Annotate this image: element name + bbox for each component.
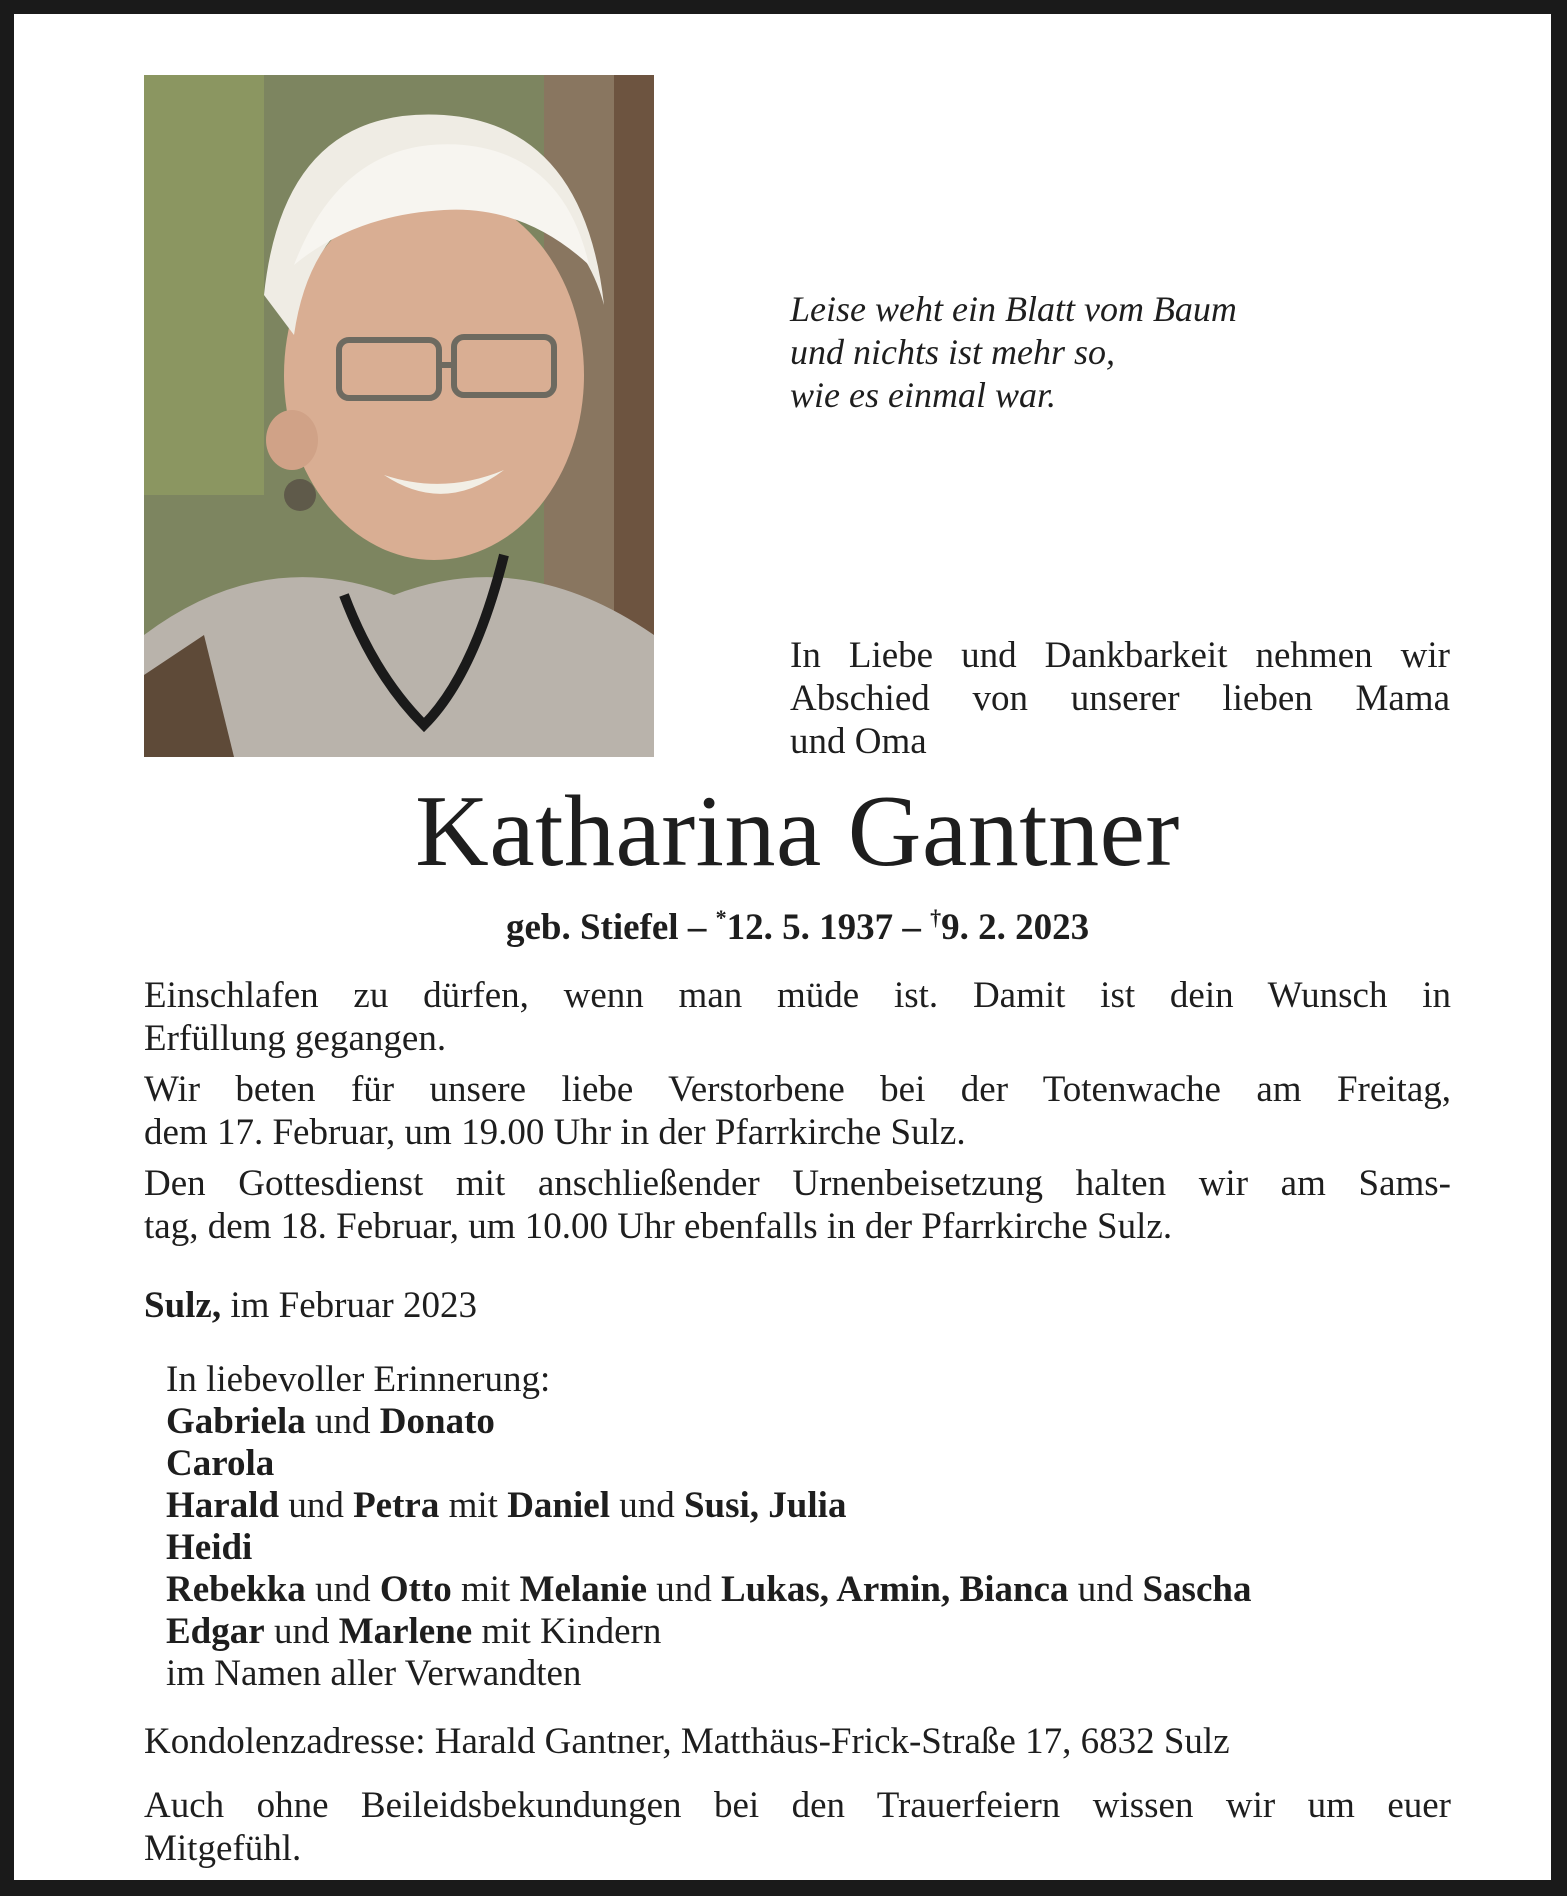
connector: und — [305, 1401, 380, 1442]
life-dates — [14, 896, 1567, 950]
family-row — [166, 1569, 1251, 1611]
family-name: Petra — [353, 1485, 440, 1526]
paragraph-service — [144, 1162, 1451, 1248]
family-name: Lukas, Armin, Bianca — [721, 1569, 1069, 1610]
connector: und — [647, 1569, 721, 1610]
connector: mit Kindern — [472, 1611, 662, 1652]
poem-line: wie es einmal war. — [790, 375, 1056, 415]
poem-line: und nichts ist mehr so, — [790, 332, 1116, 372]
connector: und — [609, 1485, 684, 1526]
closing-line: Auch ohne Beileidsbekundungen bei den Trauerfeiern wissen wir um euer — [144, 1785, 1451, 1826]
family-row — [166, 1443, 1251, 1485]
family-row — [166, 1401, 1251, 1443]
death-date: 9. 2. 2023 — [941, 907, 1090, 948]
maiden-name: geb. Stiefel — [505, 907, 679, 948]
place-month: im Februar 2023 — [221, 1285, 477, 1326]
body-line: dem 17. Februar, um 19.00 Uhr in der Pfarrkirche Sulz. — [144, 1112, 966, 1153]
place-date — [144, 1284, 477, 1327]
intro-line: In Liebe und Dankbarkeit nehmen wir — [790, 635, 1450, 676]
family-heading: In liebevoller Erinnerung: — [166, 1359, 551, 1400]
body-line: Einschlafen zu dürfen, wenn man müde ist. Damit ist dein Wunsch in — [144, 975, 1451, 1016]
portrait-illustration — [144, 75, 654, 757]
notice-body — [144, 974, 1451, 1256]
paragraph-wish — [144, 974, 1451, 1060]
family-row — [166, 1527, 1251, 1569]
connector: und — [264, 1611, 339, 1652]
body-line: Wir beten für unsere liebe Verstorbene bei der Totenwache am Freitag, — [144, 1069, 1451, 1110]
birth-star-icon: * — [715, 905, 727, 930]
intro-text — [790, 634, 1450, 763]
connector: und — [279, 1485, 354, 1526]
birth-date: 12. 5. 1937 — [726, 907, 894, 948]
poem-line: Leise weht ein Blatt vom Baum — [790, 289, 1237, 329]
family-name: Otto — [379, 1569, 452, 1610]
family-name: Heidi — [166, 1527, 253, 1568]
family-name: Donato — [379, 1401, 495, 1442]
condolence-address: Kondolenzadresse: Harald Gantner, Matthäus-Frick-Straße 17, 6832 Sulz — [144, 1721, 1230, 1762]
connector: mit — [439, 1485, 508, 1526]
family-name: Harald — [166, 1485, 280, 1526]
deceased-name: Katharina Gantner — [415, 775, 1180, 888]
family-name: Marlene — [338, 1611, 473, 1652]
connector: und — [1068, 1569, 1143, 1610]
closing-line: Mitgefühl. — [144, 1828, 302, 1869]
intro-line: und Oma — [790, 721, 927, 762]
family-name: Rebekka — [166, 1569, 306, 1610]
closing-text — [144, 1784, 1451, 1870]
poem — [790, 288, 1350, 417]
separator: – — [902, 907, 921, 948]
family-name: Susi, Julia — [683, 1485, 847, 1526]
intro-line: Abschied von unserer lieben Mama — [790, 678, 1450, 719]
portrait-photo — [144, 75, 654, 757]
family-name: Gabriela — [166, 1401, 306, 1442]
family-row — [166, 1611, 1251, 1653]
family-row — [166, 1485, 1251, 1527]
family-footer: im Namen aller Verwandten — [166, 1653, 582, 1694]
connector: mit — [451, 1569, 520, 1610]
family-name: Sascha — [1142, 1569, 1252, 1610]
body-line: Erfüllung gegangen. — [144, 1018, 447, 1059]
paragraph-wake — [144, 1068, 1451, 1154]
connector: und — [305, 1569, 380, 1610]
family-list — [166, 1359, 1251, 1695]
death-cross-icon: † — [930, 905, 942, 930]
family-name: Edgar — [166, 1611, 265, 1652]
family-name: Daniel — [507, 1485, 610, 1526]
family-name: Melanie — [519, 1569, 647, 1610]
place-town: Sulz, — [144, 1285, 222, 1326]
body-line: tag, dem 18. Februar, um 10.00 Uhr ebenfalls in der Pfarrkirche Sulz. — [144, 1206, 1173, 1247]
separator: – — [687, 907, 707, 948]
family-name: Carola — [166, 1443, 275, 1484]
body-line: Den Gottesdienst mit anschließender Urnenbeisetzung halten wir am Sams- — [144, 1163, 1451, 1204]
